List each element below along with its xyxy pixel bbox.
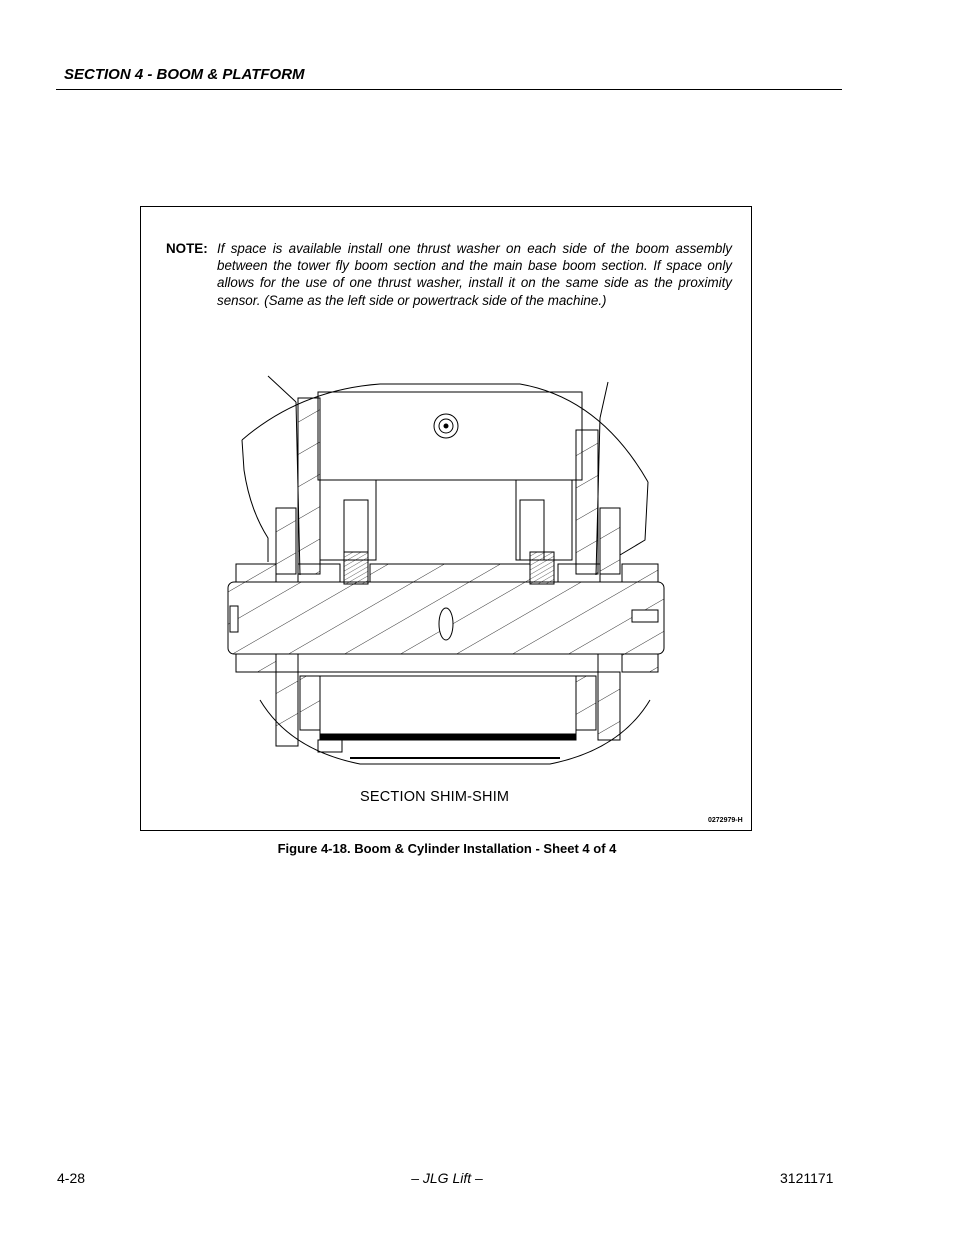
note-label: NOTE: [166,241,208,256]
page-number: 4-28 [57,1170,86,1186]
drawing-id: 0272979-H [708,817,743,824]
header-divider [56,89,842,90]
boom-section-drawing [220,370,680,770]
note-text: If space is available install one thrust washer on each side of the boom assembly between the tower fly boom section and the main base boom section. If space only allows for the use of one thrust washer, install it on the same side as the proximity sensor. (Same as the left side or powertrack side of the machine.) [217,241,732,308]
document-number: 3121171 [780,1170,834,1186]
figure-caption [0,841,954,856]
figure-caption-text: Figure 4-18. Boom & Cylinder Installation - Sheet 4 of 4 [277,841,617,856]
publisher-text: – JLG Lift – [411,1170,483,1186]
note-block [166,240,732,309]
section-label: SECTION SHIM-SHIM [360,789,510,805]
section-header: SECTION 4 - BOOM & PLATFORM [64,66,305,83]
